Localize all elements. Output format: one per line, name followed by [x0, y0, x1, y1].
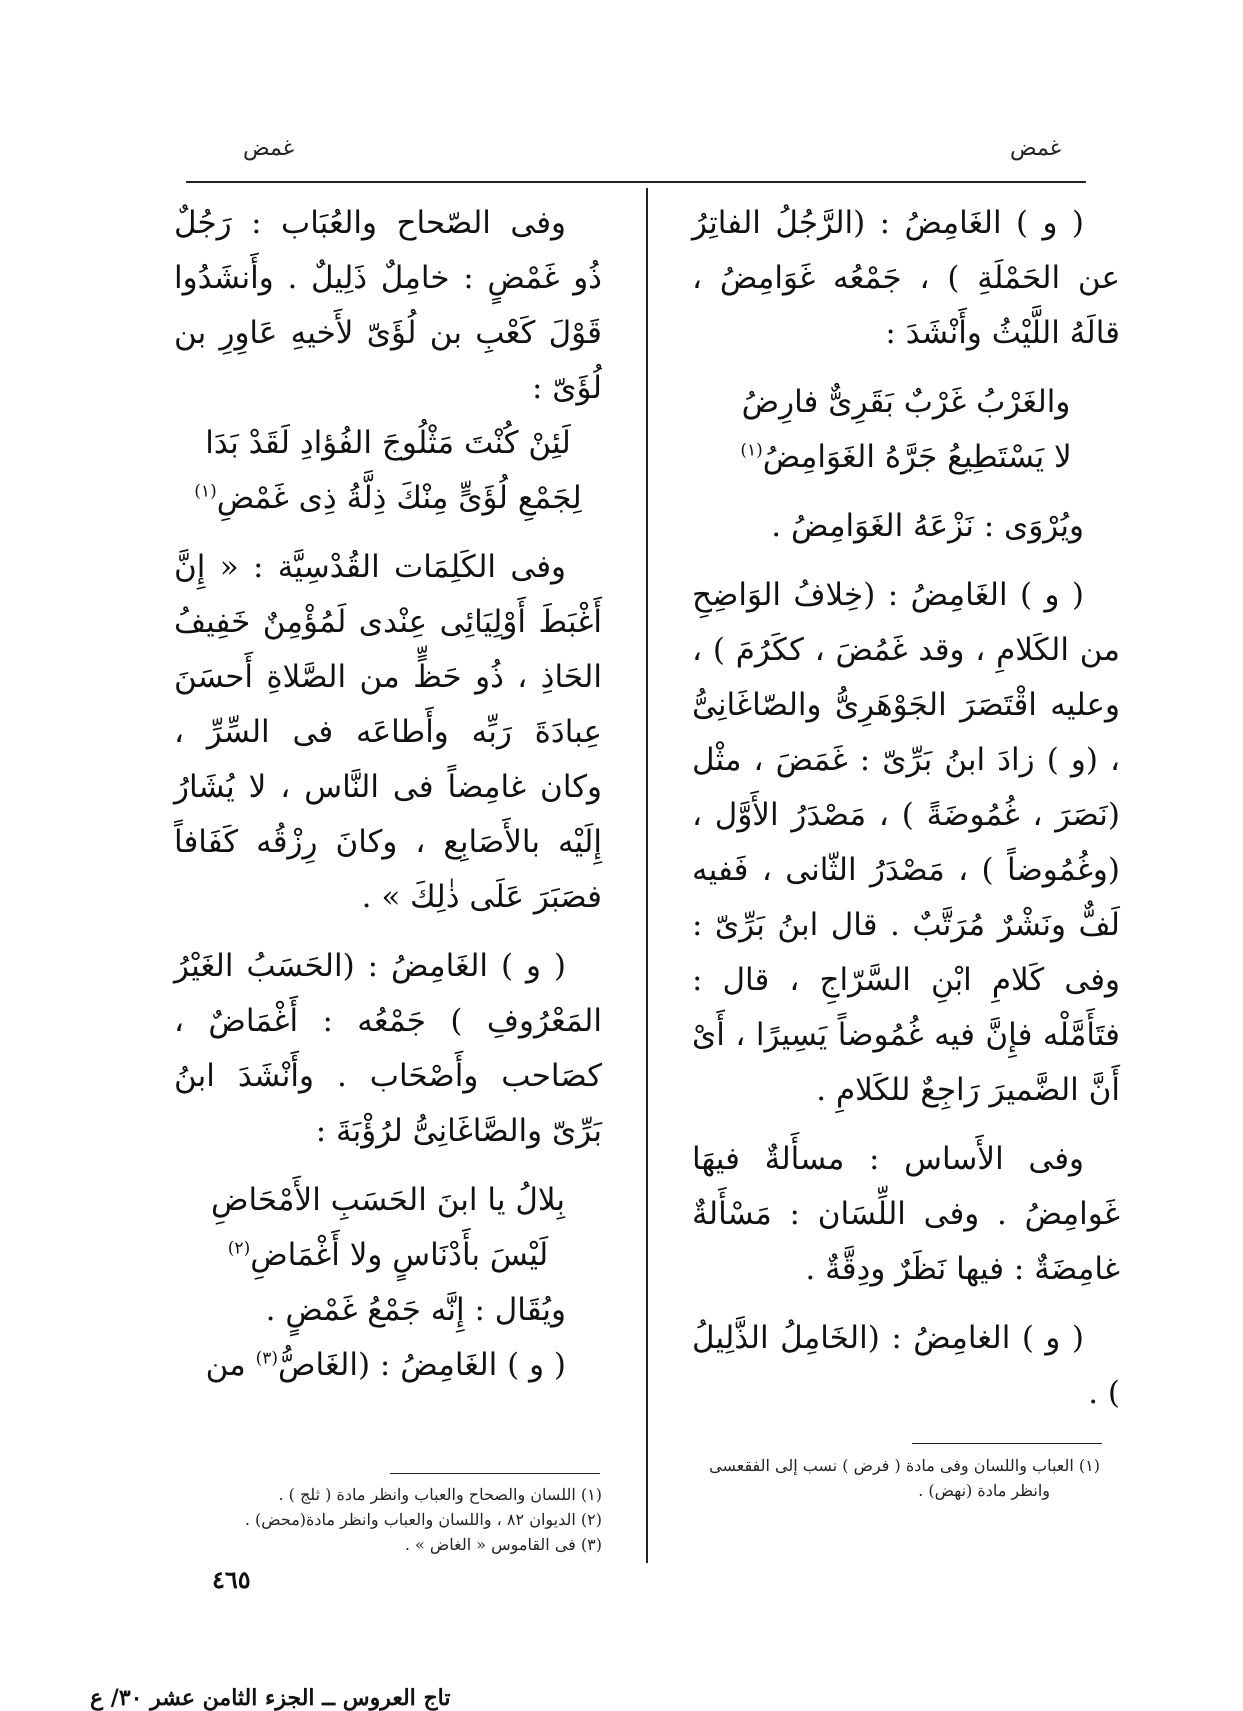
verse-line [174, 471, 602, 526]
verse-line [174, 1228, 602, 1283]
footnote-line: (٣) فى القاموس « الغاض » . [404, 1535, 602, 1554]
entry-paragraph [174, 1338, 602, 1393]
right-column [692, 196, 1120, 1421]
bottom-signature-note: تاج العروس ــ الجزء الثامن عشر ٣٠/ ع [90, 1685, 451, 1711]
footnote-line: وانظر مادة (نهض) . [918, 1481, 1050, 1500]
entry-text: ( و ) الغَامِضُ : (الغَاصُّ [278, 1347, 566, 1383]
footnote-marker: (١) [740, 440, 763, 461]
entry-paragraph: وفى الأَساس : مسأَلةٌ فيهَا غَوامِضُ . وفى اللِّسَان : مَسْأَلةٌ غامِضَةٌ : فيها نَظَرٌ ودِقَّةٌ . [692, 1141, 1120, 1287]
footnote-marker: (٢) [227, 1238, 251, 1259]
footnote-line: (١) العباب واللسان وفى مادة ( فرض ) نسب إلى الفقعسى [709, 1456, 1100, 1475]
verse-line [692, 430, 1120, 485]
running-header-right: غمض [1010, 136, 1062, 161]
spacer [174, 925, 602, 939]
spacer [692, 1297, 1120, 1311]
running-header-left: غمض [243, 136, 295, 161]
entry-text: من [205, 1347, 246, 1383]
entry-paragraph: وفى الصّحاح والعُبَاب : رَجُلٌ ذُو غَمْضٍ : خامِلٌ ذَلِيلٌ . وأَنشَدُوا قَوْلَ كَعْبِ بن لُؤَىّ لأَخيهِ عَاوِرِ بن لُؤَىّ : [174, 205, 602, 406]
footnote-marker: (٣) [255, 1348, 279, 1369]
entry-paragraph: وفى الكَلِمَات القُدْسِيَّة : « إِنَّ أَغْبَطَ أَوْلِيَائِى عِنْدى لَمُؤْمِنٌ خَفِيفُ الحَاذِ ، ذُو حَظٍّ من الصَّلاةِ أَحسَنَ عِبادَةَ رَبِّه وأَطاعَه فى السِّرِّ ، وكان غامِضاً فى النَّاس ، لا يُشَارُ إِلَيْه بالأَصَابِع ، وكانَ رِزْقُه كَفَافاً فصَبَرَ عَلَى ذٰلِكَ » . [174, 549, 602, 915]
verse-text: لِجَمْعِ لُؤَىٍّ مِنْكَ ذِلَّةُ ذِى غَمْضِ [216, 480, 582, 516]
entry-paragraph: ( و ) الغامِضُ : (الخَامِلُ الذَّلِيلُ ) . [692, 1320, 1120, 1411]
spacer [692, 485, 1120, 499]
spacer [174, 526, 602, 540]
spacer [692, 554, 1120, 568]
left-column [174, 196, 602, 1393]
footnote-line: (١) اللسان والصحاح والعباب وانظر مادة ( ثلج ) . [278, 1485, 602, 1504]
footnotes-right [676, 1453, 1100, 1503]
entry-paragraph: ( و ) الغَامِضُ : (خِلافُ الوَاضِحِ من الكَلامِ ، وقد غَمُضَ ، ككَرُمَ ) ، وعليه اقْتَصَرَ الجَوْهَرِىُّ والصّاغَانِىُّ ، (و ) زادَ ابنُ بَرِّىّ : غَمَضَ ، مثْل (نَصَرَ ، غُمُوضَةً ) ، مَصْدَرُ الأَوَّل ، (وغُمُوضاً ) ، مَصْدَرُ الثّانى ، فَفيه لَفٌّ ونَشْرٌ مُرَتَّبٌ . قال ابنُ بَرِّىّ : وفى كَلامِ ابْنِ السَّرّاجِ ، قال : فتَأَمَّلْه فإِنَّ فيه غُمُوضاً يَسِيرًا ، أَىْ أَنَّ الضَّميرَ رَاجِعٌ للكَلامِ . [692, 577, 1120, 1108]
verse-line: لَئِنْ كُنْتَ مَثْلُوجَ الفُؤادِ لَقَدْ بَدَا [205, 425, 571, 461]
entry-paragraph: ( و ) الغَامِضُ : (الحَسَبُ الغَيْرُ المَعْرُوفِ ) جَمْعُه : أَغْمَاضٌ ، كصَاحب وأَصْحَاب . وأَنْشَدَ ابنُ بَرِّىّ والصَّاغَانِىُّ لرُؤْبَةَ : [174, 948, 602, 1149]
spacer [174, 1159, 602, 1173]
page-number: ٤٦٥ [212, 1565, 251, 1594]
column-divider [646, 188, 648, 1563]
header-rule [186, 181, 1086, 183]
verse-text: لا يَسْتَطِيعُ جَرَّهُ الغَوَامِضُ [762, 439, 1072, 475]
footnote-marker: (١) [194, 481, 217, 502]
verse-line: والغَرْبُ غَرْبٌ بَقَرِىٌّ فارِضُ [741, 384, 1071, 420]
footnote-rule-left [390, 1473, 600, 1474]
verse-text: لَيْسَ بأَدْنَاسٍ ولا أَغْمَاضِ [250, 1237, 549, 1273]
entry-paragraph: ويُرْوَى : نَزْعَهُ الغَوَامِضُ . [771, 508, 1084, 544]
footnotes-left [174, 1482, 602, 1557]
entry-paragraph: ( و ) الغَامِضُ : (الرَّجُلُ الفاتِرُ عن الحَمْلَةِ ) ، جَمْعُه غَوَامِضُ ، قالَهُ اللَّيْثُ وأَنْشَدَ : [692, 205, 1120, 351]
spacer [692, 1118, 1120, 1132]
entry-paragraph: ويُقَال : إِنَّه جَمْعُ غَمْضٍ . [265, 1292, 566, 1328]
spacer [692, 361, 1120, 375]
footnote-rule-right [912, 1443, 1102, 1444]
verse-line: بِلالُ يا ابنَ الحَسَبِ الأَمْحَاضِ [211, 1182, 565, 1218]
footnote-line: (٢) الديوان ٨٢ ، واللسان والعباب وانظر مادة(محض) . [244, 1510, 602, 1529]
